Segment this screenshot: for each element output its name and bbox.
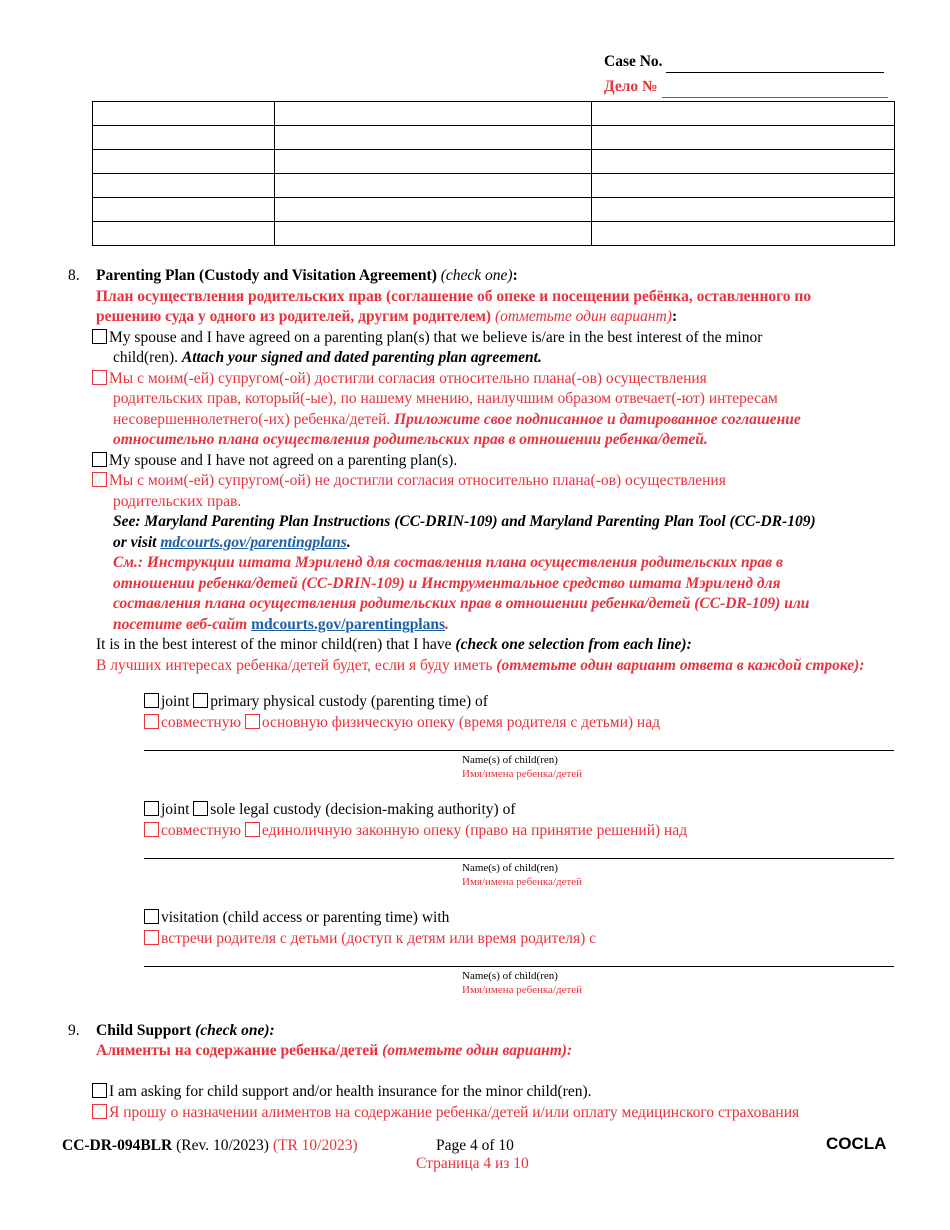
- section-8-heading: [96, 266, 518, 286]
- see-ru-4: [113, 615, 449, 635]
- child-support-option-ru: [92, 1103, 799, 1123]
- joint-label-ru: совместную: [161, 822, 242, 839]
- section-9-title: Child Support: [96, 1022, 192, 1039]
- joint-label-ru: совместную: [161, 714, 242, 731]
- attach-instruction: Attach your signed and dated parenting plan agreement.: [181, 349, 542, 366]
- case-number-label-ru: Дело №: [604, 78, 658, 95]
- agreed-ru-3b: Приложите свое подписанное и датированное соглашение: [394, 411, 801, 428]
- form-id: CC-DR-094BLR: [62, 1137, 173, 1154]
- table-row: [93, 198, 895, 222]
- table-row: [93, 150, 895, 174]
- agreed-text: My spouse and I have agreed on a parenting plan(s) that we believe is/are in the best interest of the minor: [109, 329, 763, 346]
- section-9-title-ru: Алименты на содержание ребенка/детей: [96, 1042, 379, 1059]
- visitation-label: visitation (child access or parenting time) with: [161, 909, 450, 926]
- best-interest-ru-instruction: (отметьте один вариант ответа в каждой строке):: [496, 657, 865, 674]
- form-code: COCLA: [826, 1134, 887, 1153]
- footer-form-id: [62, 1136, 358, 1156]
- names-caption-ru: Имя/имена ребенка/детей: [462, 984, 583, 996]
- legal-custody-label-ru: единоличную законную опеку (право на принятие решений) над: [261, 822, 688, 839]
- best-interest-ru-text: В лучших интересах ребенка/детей будет, если я буду иметь: [96, 657, 493, 674]
- names-caption: Name(s) of child(ren): [462, 754, 558, 766]
- visitation-label-ru: встречи родителя с детьми (доступ к детям или время родителя) с: [161, 930, 596, 947]
- see-line-1: See: Maryland Parenting Plan Instructions (CC-DRIN-109) and Maryland Parenting Plan Tool (CC-DR-109): [113, 513, 816, 530]
- table-row: [93, 126, 895, 150]
- legal-custody-row: [144, 800, 515, 820]
- section-8-title-ru-1: План осуществления родительских прав (соглашение об опеке и посещении ребёнка, оставленного по: [96, 288, 812, 305]
- section-8-title-ru-2: [96, 307, 677, 327]
- table-cell[interactable]: [93, 222, 275, 246]
- best-interest-instruction: (check one selection from each line):: [455, 636, 692, 653]
- joint-label: joint: [161, 693, 190, 710]
- agreed-ru-4: относительно плана осуществления родительских прав в отношении ребенка/детей.: [113, 431, 708, 448]
- visitation-checkbox[interactable]: [144, 909, 159, 924]
- section-9-heading-ru: [96, 1041, 572, 1061]
- joint-label: joint: [161, 801, 190, 818]
- best-interest-text: It is in the best interest of the minor child(ren) that I have: [96, 636, 452, 653]
- period: .: [445, 616, 449, 633]
- colon: :: [671, 308, 678, 325]
- not-agreed-text: My spouse and I have not agreed on a parenting plan(s).: [109, 452, 458, 469]
- table-cell[interactable]: [592, 198, 895, 222]
- title-ru-text: решению суда у одного из родителей, другим родителем): [96, 308, 492, 325]
- names-caption: Name(s) of child(ren): [462, 862, 558, 874]
- physical-names-line[interactable]: [144, 750, 894, 751]
- agreed-ru-3a: несовершеннолетнего(-их) ребенка/детей.: [113, 411, 391, 428]
- names-caption-ru: Имя/имена ребенка/детей: [462, 768, 583, 780]
- not-agreed-checkbox-ru[interactable]: [92, 472, 107, 487]
- table-row: [93, 222, 895, 246]
- check-one-ru: (отметьте один вариант): [494, 308, 672, 325]
- table-cell[interactable]: [275, 222, 592, 246]
- agreed-ru-1: Мы с моим(-ей) супругом(-ой) достигли согласия относительно плана(-ов) осуществления: [109, 370, 707, 387]
- agreed-option: [92, 328, 762, 348]
- agreed-checkbox[interactable]: [92, 329, 107, 344]
- table-cell[interactable]: [93, 150, 275, 174]
- section-9-check-one-ru: (отметьте один вариант):: [382, 1042, 573, 1059]
- physical-custody-row: [144, 692, 488, 712]
- or-visit: or visit: [113, 534, 157, 551]
- physical-custody-label: primary physical custody (parenting time) of: [210, 693, 488, 710]
- legal-names-line[interactable]: [144, 858, 894, 859]
- joint-legal-checkbox-ru[interactable]: [144, 822, 159, 837]
- table-row: [93, 102, 895, 126]
- visit-site-ru: посетите веб-сайт: [113, 616, 248, 633]
- not-agreed-ru-1: Мы с моим(-ей) супругом(-ой) не достигли согласия относительно плана(-ов) осуществления: [109, 472, 726, 489]
- section-9-number: 9.: [68, 1022, 80, 1039]
- names-caption: Name(s) of child(ren): [462, 970, 558, 982]
- section-9-heading: [96, 1021, 275, 1041]
- table-cell[interactable]: [592, 174, 895, 198]
- physical-custody-label-ru: основную физическую опеку (время родителя с детьми) над: [261, 714, 660, 731]
- case-number-field[interactable]: [666, 52, 884, 73]
- page-number-ru: Страница 4 из 10: [416, 1155, 529, 1172]
- see-ru-3: составления плана осуществления родительских прав в отношении ребенка/детей (CC-DR-109) или: [113, 595, 810, 612]
- joint-legal-checkbox[interactable]: [144, 801, 159, 816]
- case-number-label: Case No.: [604, 53, 663, 70]
- agreed-ru-2: родительских прав, который(-ые), по нашему мнению, наилучшим образом отвечает(-ют) интересам: [113, 390, 778, 407]
- table-cell[interactable]: [275, 126, 592, 150]
- parenting-plans-link-ru[interactable]: mdcourts.gov/parentingplans: [251, 616, 446, 633]
- case-number-row: [604, 52, 884, 73]
- sole-legal-checkbox[interactable]: [193, 801, 208, 816]
- child-support-option: [92, 1082, 592, 1102]
- not-agreed-option: [92, 451, 457, 471]
- table-cell[interactable]: [275, 150, 592, 174]
- table-cell[interactable]: [93, 174, 275, 198]
- sole-legal-checkbox-ru[interactable]: [245, 822, 260, 837]
- agreed-ru-3: [113, 410, 801, 430]
- visitation-row: [144, 908, 449, 928]
- names-caption-ru: Имя/имена ребенка/детей: [462, 876, 583, 888]
- visitation-row-ru: [144, 929, 596, 949]
- translation-revision: (TR 10/2023): [272, 1137, 358, 1154]
- child-support-text-ru: Я прошу о назначении алиментов на содержание ребенка/детей и/или оплату медицинского страхования: [109, 1104, 800, 1121]
- visitation-names-line[interactable]: [144, 966, 894, 967]
- table-cell[interactable]: [592, 222, 895, 246]
- child-support-checkbox[interactable]: [92, 1083, 107, 1098]
- table-row: [93, 174, 895, 198]
- primary-physical-checkbox[interactable]: [193, 693, 208, 708]
- child-support-checkbox-ru[interactable]: [92, 1104, 107, 1119]
- agreed-text-2: child(ren).: [113, 349, 178, 366]
- child-support-text: I am asking for child support and/or health insurance for the minor child(ren).: [109, 1083, 592, 1100]
- table-cell[interactable]: [592, 150, 895, 174]
- period: .: [346, 534, 351, 551]
- agreed-option-ru: [92, 369, 707, 389]
- best-interest-line: [96, 635, 692, 655]
- agreed-checkbox-ru[interactable]: [92, 370, 107, 385]
- not-agreed-ru-2: родительских прав.: [113, 493, 242, 510]
- not-agreed-checkbox[interactable]: [92, 452, 107, 467]
- table-cell[interactable]: [275, 102, 592, 126]
- children-table: [92, 101, 895, 246]
- colon: :: [512, 267, 518, 284]
- see-ru-2: отношении ребенка/детей (CC-DRIN-109) и Инструментальное средство штата Мэриленд для: [113, 575, 781, 592]
- best-interest-line-ru: [96, 656, 865, 676]
- joint-physical-checkbox-ru[interactable]: [144, 714, 159, 729]
- primary-physical-checkbox-ru[interactable]: [245, 714, 260, 729]
- case-number-field-ru[interactable]: [662, 77, 888, 98]
- agreed-option-line2: [113, 348, 542, 368]
- not-agreed-option-ru: [92, 471, 726, 491]
- see-line-2: [113, 533, 351, 553]
- table-cell[interactable]: [93, 198, 275, 222]
- table-cell[interactable]: [93, 126, 275, 150]
- form-revision: (Rev. 10/2023): [176, 1137, 269, 1154]
- table-cell[interactable]: [93, 102, 275, 126]
- case-number-row-ru: [604, 77, 888, 98]
- see-ru-1: См.: Инструкции штата Мэриленд для составления плана осуществления родительских прав в: [113, 554, 783, 571]
- parenting-plans-link[interactable]: mdcourts.gov/parentingplans: [160, 534, 347, 551]
- table-cell[interactable]: [275, 198, 592, 222]
- table-cell[interactable]: [592, 126, 895, 150]
- page-number: Page 4 of 10: [436, 1137, 514, 1154]
- section-8-title: Parenting Plan (Custody and Visitation Agreement): [96, 267, 437, 284]
- physical-custody-row-ru: [144, 713, 660, 733]
- joint-physical-checkbox[interactable]: [144, 693, 159, 708]
- legal-custody-label: sole legal custody (decision-making authority) of: [210, 801, 516, 818]
- legal-custody-row-ru: [144, 821, 687, 841]
- section-8-check-one: (check one): [440, 267, 513, 284]
- visitation-checkbox-ru[interactable]: [144, 930, 159, 945]
- table-cell[interactable]: [275, 174, 592, 198]
- table-cell[interactable]: [592, 102, 895, 126]
- section-8-number: 8.: [68, 267, 80, 284]
- section-9-check-one: (check one):: [195, 1022, 275, 1039]
